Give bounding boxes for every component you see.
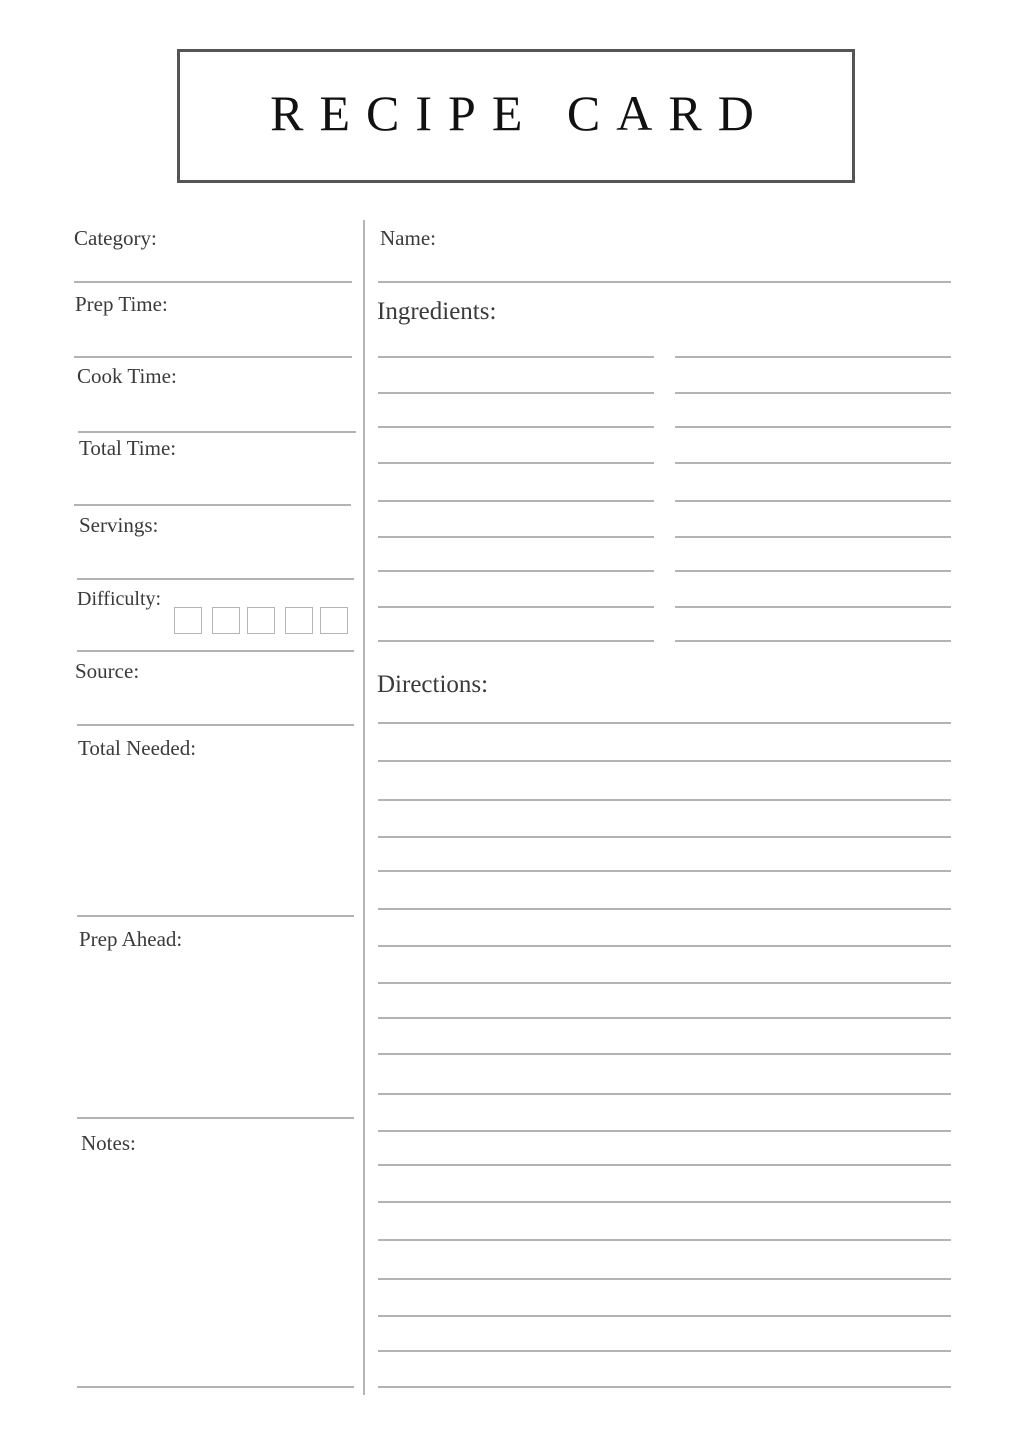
ingredient-line[interactable]: [378, 426, 654, 428]
difficulty-box-3[interactable]: [247, 607, 275, 634]
ingredient-line[interactable]: [675, 500, 951, 502]
source-label: Source:: [75, 659, 140, 683]
direction-line[interactable]: [378, 945, 951, 947]
ingredient-line[interactable]: [675, 426, 951, 428]
source-rule: [77, 724, 354, 726]
category-field[interactable]: [74, 252, 354, 280]
ingredient-line[interactable]: [675, 356, 951, 358]
direction-line[interactable]: [378, 722, 951, 724]
servings-field[interactable]: [78, 546, 356, 576]
prep-time-field[interactable]: [75, 324, 355, 354]
page-title: RECIPE CARD: [270, 85, 770, 141]
category-label: Category:: [74, 226, 157, 250]
notes-label: Notes:: [81, 1131, 136, 1155]
direction-line[interactable]: [378, 982, 951, 984]
ingredient-line[interactable]: [675, 570, 951, 572]
direction-line[interactable]: [378, 1017, 951, 1019]
name-rule: [378, 281, 951, 283]
cook-time-rule: [78, 431, 356, 433]
ingredient-line[interactable]: [378, 640, 654, 642]
servings-label: Servings:: [79, 513, 159, 537]
ingredient-line[interactable]: [378, 356, 654, 358]
ingredient-line[interactable]: [675, 640, 951, 642]
difficulty-label: Difficulty:: [77, 588, 162, 610]
prep-time-rule: [74, 356, 352, 358]
name-label: Name:: [380, 226, 436, 250]
total-needed-rule: [77, 915, 354, 917]
column-divider: [363, 220, 365, 1395]
directions-heading: Directions:: [377, 671, 489, 698]
total-needed-label: Total Needed:: [78, 736, 197, 760]
direction-line[interactable]: [378, 1350, 951, 1352]
cook-time-label: Cook Time:: [77, 364, 177, 388]
direction-line[interactable]: [378, 1386, 951, 1388]
ingredient-line[interactable]: [675, 392, 951, 394]
direction-line[interactable]: [378, 836, 951, 838]
direction-line[interactable]: [378, 1164, 951, 1166]
notes-rule: [77, 1386, 354, 1388]
direction-line[interactable]: [378, 1278, 951, 1280]
source-field[interactable]: [77, 692, 357, 722]
direction-line[interactable]: [378, 1239, 951, 1241]
ingredient-line[interactable]: [675, 536, 951, 538]
direction-line[interactable]: [378, 1093, 951, 1095]
notes-field[interactable]: [78, 1162, 356, 1384]
ingredient-line[interactable]: [378, 462, 654, 464]
cook-time-field[interactable]: [77, 398, 357, 428]
direction-line[interactable]: [378, 1130, 951, 1132]
category-rule: [74, 281, 352, 283]
prep-ahead-label: Prep Ahead:: [79, 927, 183, 951]
direction-line[interactable]: [378, 908, 951, 910]
direction-line[interactable]: [378, 870, 951, 872]
difficulty-rule: [77, 650, 354, 652]
difficulty-box-2[interactable]: [212, 607, 240, 634]
servings-rule: [77, 578, 354, 580]
direction-line[interactable]: [378, 1315, 951, 1317]
total-needed-field[interactable]: [78, 766, 356, 914]
ingredient-line[interactable]: [378, 392, 654, 394]
name-field[interactable]: [380, 252, 952, 280]
direction-line[interactable]: [378, 1053, 951, 1055]
direction-line[interactable]: [378, 799, 951, 801]
ingredient-line[interactable]: [675, 462, 951, 464]
total-time-rule: [74, 504, 351, 506]
total-time-label: Total Time:: [79, 436, 177, 460]
prep-ahead-field[interactable]: [78, 958, 356, 1116]
ingredient-line[interactable]: [675, 606, 951, 608]
ingredients-heading: Ingredients:: [377, 298, 497, 325]
ingredient-line[interactable]: [378, 570, 654, 572]
ingredient-line[interactable]: [378, 500, 654, 502]
difficulty-box-1[interactable]: [174, 607, 202, 634]
ingredient-line[interactable]: [378, 536, 654, 538]
prep-ahead-rule: [77, 1117, 354, 1119]
ingredient-line[interactable]: [378, 606, 654, 608]
prep-time-label: Prep Time:: [75, 292, 168, 316]
total-time-field[interactable]: [75, 470, 355, 502]
difficulty-box-5[interactable]: [320, 607, 348, 634]
direction-line[interactable]: [378, 1201, 951, 1203]
difficulty-box-4[interactable]: [285, 607, 313, 634]
direction-line[interactable]: [378, 760, 951, 762]
